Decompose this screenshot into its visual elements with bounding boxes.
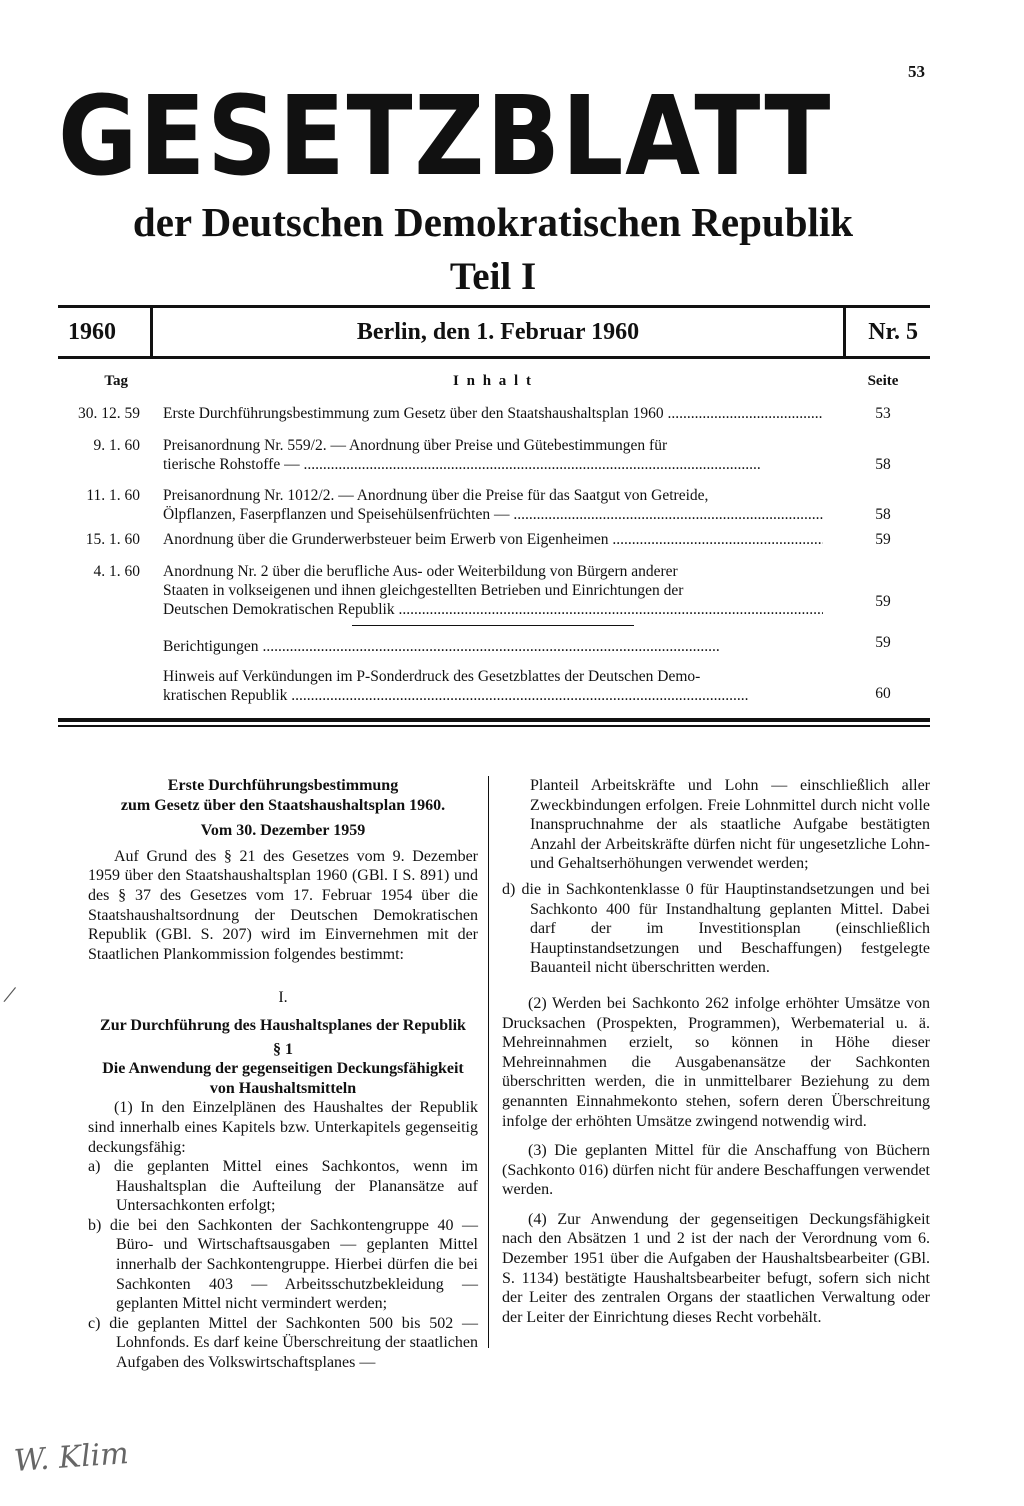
toc-entry-line: Preisanordnung Nr. 1012/2. — Anordnung über die Preise für das Saatgut von Getreide, [163, 487, 709, 504]
toc-entry-line: kratischen Republik [163, 687, 288, 704]
margin-pencil-mark: / [1, 979, 19, 1010]
clause-2: (2) Werden bei Sachkonto 262 infolge erhöhter Umsätze von Drucksachen (Prospekten, Programmen), Werbematerial u. ä. Mehreinnahmen erzielt, so können in Höhe dieser Mehreinnahmen die Ausgabenansätze der Sachkonten überschritten werden, die in unmittelbarer Beziehung zu dem genannten Einnahmekonto stehen, sofern deren Überschreitung infolge der erhöhten Umsätze zwingend notwendig wird. [502, 994, 930, 1130]
toc-entry-page: 58 [875, 506, 891, 523]
masthead-title: GESETZBLATT [58, 72, 833, 200]
clause-item-a: a) die geplanten Mittel eines Sachkontos, wenn im Haushaltsplan die Aufteilung der Planansätze auf Untersachkonten erfolgt; [88, 1158, 478, 1215]
toc-entry-text [163, 667, 823, 705]
clause-4: (4) Zur Anwendung der gegenseitigen Deckungsfähigkeit nach den Absätzen 1 und 2 ist der nach der Verordnung vom 6. Dezember 1951 über die Aufgaben der Haushaltsbearbeiter (GBl. S. 1134) bestätigte Haushaltsbearbeiter befugt, sofern sich nicht der Leiter des zentralen Organs der staatlichen Verwaltung oder der Leiter der Einrichtung dieses Recht vorbehält. [502, 1210, 930, 1326]
paragraph-sign: § 1 [273, 1040, 293, 1058]
toc-col-content: I n h a l t [453, 373, 533, 389]
paragraph-title-line: Die Anwendung der gegenseitigen Deckungsfähigkeit [102, 1060, 464, 1078]
toc-col-date: Tag [104, 373, 128, 389]
issue-number: Nr. 5 [868, 319, 918, 345]
section-numeral: I. [278, 989, 288, 1007]
section-title: Zur Durchführung des Haushaltsplanes der Republik [100, 1016, 466, 1034]
toc-entry-date: 11. 1. 60 [86, 487, 140, 504]
toc-entry-line: Erste Durchführungsbestimmung zum Gesetz über den Staatshaushaltsplan 1960 [163, 405, 664, 422]
article-title-line: Erste Durchführungsbestimmung [167, 777, 399, 794]
toc-entry-text [163, 637, 823, 656]
toc-entry-date: 4. 1. 60 [93, 563, 140, 580]
masthead-subtitle: der Deutschen Demokratischen Republik [132, 199, 854, 245]
thin-rule [58, 725, 930, 727]
toc-entry-text [163, 486, 823, 524]
toc-entry-page: 59 [875, 531, 891, 548]
clause-item-c: c) die geplanten Mittel der Sachkonten 500 bis 502 — Lohnfonds. Es darf keine Überschreitung der staatlichen Aufgaben des Volkswirtschaftsplanes — [88, 1314, 478, 1372]
heavy-rule [58, 718, 930, 722]
toc-entry-line: tierische Rohstoffe — [163, 456, 300, 473]
toc-entry-date: 30. 12. 59 [78, 405, 140, 422]
toc-entry-line: Anordnung Nr. 2 über die berufliche Aus- oder Weiterbildung von Bürgern anderer [163, 563, 678, 580]
toc-entry-date: 15. 1. 60 [85, 531, 140, 548]
toc-entry-line: Berichtigungen [163, 638, 259, 655]
toc-entry-line: Hinweis auf Verkündungen im P-Sonderdruck des Gesetzblattes der Deutschen Demo- [163, 668, 701, 685]
clause-item-d: d) die in Sachkontenklasse 0 für Hauptinstandsetzungen und bei Sachkonto 400 für Instandhaltung geplanten Mittel. Dabei darf der im Investitionsplan (einschließlich Hauptinstandsetzungen und Beschaffungen) festgelegte Bauanteil nicht überschritten werden. [502, 880, 930, 977]
part-label: Teil I [449, 255, 537, 298]
toc-entry-date: 9. 1. 60 [93, 437, 140, 454]
article-date: Vom 30. Dezember 1959 [200, 822, 366, 840]
clause-item-c-continued: Planteil Arbeitskräfte und Lohn — einschließlich aller Zweckbindungen erfolgen. Freie Lohnmittel durch nicht volle Inanspruchnahme der als staatliche Aufgabe bestätigten Anzahl der Arbeitskräfte dürfen nicht für ungesetzliche Lohn- und Gehaltserhöhungen verwendet werden; [530, 777, 930, 873]
toc-entry-page: 60 [875, 685, 891, 702]
toc-entry-page: 53 [875, 405, 891, 422]
toc-entry-text [163, 436, 823, 474]
column-divider [488, 776, 489, 1348]
issue-year: 1960 [68, 319, 116, 345]
toc-entry-line: Deutschen Demokratischen Republik [163, 601, 395, 618]
article-preamble: Auf Grund des § 21 des Gesetzes vom 9. Dezember 1959 über den Staatshaushaltsplan 1960 (GBl. I S. 891) und des § 37 des Gesetzes vom 17. Februar 1954 über die Staatshaushaltsordnung der Deutschen Demokratischen Republik (GBl. S. 207) wird im Einvernehmen mit der Staatlichen Plankommission folgendes bestimmt: [88, 847, 478, 963]
article-title-line: zum Gesetz über den Staatshaushaltsplan 1960. [120, 796, 446, 814]
toc-entry-text [163, 530, 823, 549]
toc-separator [352, 625, 634, 626]
toc-entry-page: 59 [875, 593, 891, 610]
issue-bar [58, 305, 930, 359]
toc-entry-line: Ölpflanzen, Faserpflanzen und Speisehülsenfrüchten — [163, 506, 510, 523]
toc-entry-page: 58 [875, 456, 891, 473]
toc-entry-line: Staaten in volkseigenen und ihnen gleichgestellten Betrieben und Einrichtungen der [163, 582, 684, 599]
clause-1: (1) In den Einzelplänen des Haushaltes der Republik sind innerhalb eines Kapitels bzw. Unterkapitels gegenseitig deckungsfähig: [88, 1099, 478, 1156]
article-left-column [88, 776, 478, 1373]
toc-entry-text [163, 404, 823, 423]
toc-col-page: Seite [867, 373, 899, 389]
paragraph-title-line: von Haushaltsmitteln [209, 1079, 357, 1097]
page-number: 53 [908, 62, 925, 81]
clause-3: (3) Die geplanten Mittel für die Anschaffung von Büchern (Sachkonto 016) dürfen nicht für andere Beschaffungen verwendet werden. [502, 1142, 930, 1199]
issue-date: Berlin, den 1. Februar 1960 [150, 308, 846, 356]
clause-item-b: b) die bei den Sachkonten der Sachkontengruppe 40 — Büro- und Wirtschaftsausgaben — geplanten Mittel innerhalb der Sachkontengruppe. Hierbei dürfen die bei Sachkonten 403 — Arbeitsschutzbekleidung — geplanten Mittel nicht vermindert werden; [88, 1216, 478, 1313]
toc-entry-line: Preisanordnung Nr. 559/2. — Anordnung über Preise und Gütebestimmungen für [163, 437, 668, 454]
toc-entry-page: 59 [875, 634, 891, 651]
handwritten-note: W. Klim [12, 1436, 130, 1479]
toc-entry-text [163, 562, 823, 619]
toc-entry-line: Anordnung über die Grunderwerbsteuer beim Erwerb von Eigenheimen [163, 531, 609, 548]
article-right-column [502, 776, 930, 1327]
